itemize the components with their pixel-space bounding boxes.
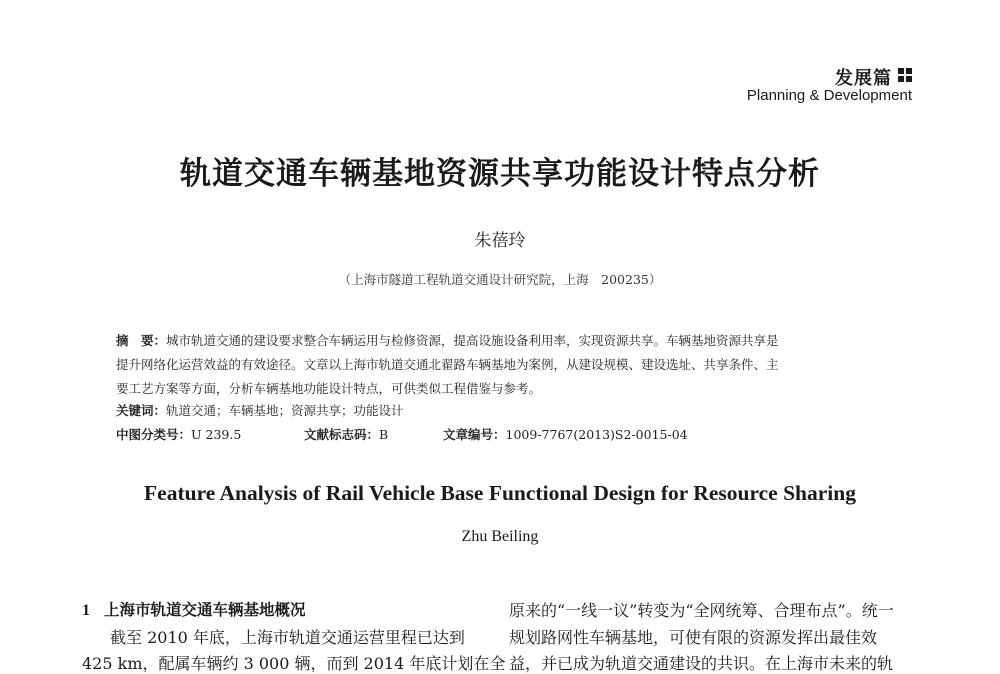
keywords-text: 轨道交通；车辆基地；资源共享；功能设计: [166, 403, 404, 418]
abstract-line: 提升网络化运营效益的有效途径。文章以上海市轨道交通北翟路车辆基地为案例，从建设规模、建设选址、共享条件、主: [116, 357, 779, 372]
classification-line: [116, 425, 816, 443]
section-heading-text: 上海市轨道交通车辆基地概况: [104, 601, 306, 619]
author-name-en: Zhu Beiling: [461, 528, 539, 545]
section-square-icon: [898, 68, 912, 82]
body-text-line: 原来的“一线一议”转变为“全网统筹、合理布点”。统一: [509, 601, 894, 620]
section-heading: [82, 598, 306, 620]
abstract-line: [116, 331, 779, 349]
article-title-cn: 轨道交通车辆基地资源共享功能设计特点分析: [180, 156, 820, 192]
keywords-line: [116, 401, 404, 419]
abstract-text: 城市轨道交通的建设要求整合车辆运用与检修资源，提高设施设备利用率，实现资源共享。车辆基地资源共享是: [166, 333, 779, 348]
author-name-cn: 朱蓓玲: [474, 231, 526, 251]
body-text-line: 425 km，配属车辆约 3 000 辆，而到 2014 年底计划在全: [82, 654, 506, 673]
body-text-line: 规划路网性车辆基地，可使有限的资源发挥出最佳效: [509, 628, 878, 647]
abstract-line: 要工艺方案等方面，分析车辆基地功能设计特点，可供类似工程借鉴与参考。: [116, 381, 542, 396]
author-affiliation: （上海市隧道工程轨道交通设计研究院，上海 200235）: [338, 272, 662, 287]
article-title-en: Feature Analysis of Rail Vehicle Base Functional Design for Resource Sharing: [144, 481, 856, 505]
clc-number: 中图分类号：U 239.5: [116, 427, 242, 442]
section-number: 1: [82, 602, 90, 619]
article-number: 文章编号：1009-7767(2013)S2-0015-04: [443, 427, 688, 442]
abstract-label: 摘 要：: [116, 333, 167, 348]
keywords-label: 关键词：: [116, 403, 167, 418]
body-text-line: 益，并已成为轨道交通建设的共识。在上海市未来的轨: [509, 654, 894, 673]
section-label-cn: 发展篇: [835, 68, 892, 89]
section-label-en: Planning & Development: [746, 87, 912, 104]
body-text-line: 截至 2010 年底，上海市轨道交通运营里程已达到: [110, 628, 465, 647]
document-code: 文献标志码：B: [304, 427, 389, 442]
